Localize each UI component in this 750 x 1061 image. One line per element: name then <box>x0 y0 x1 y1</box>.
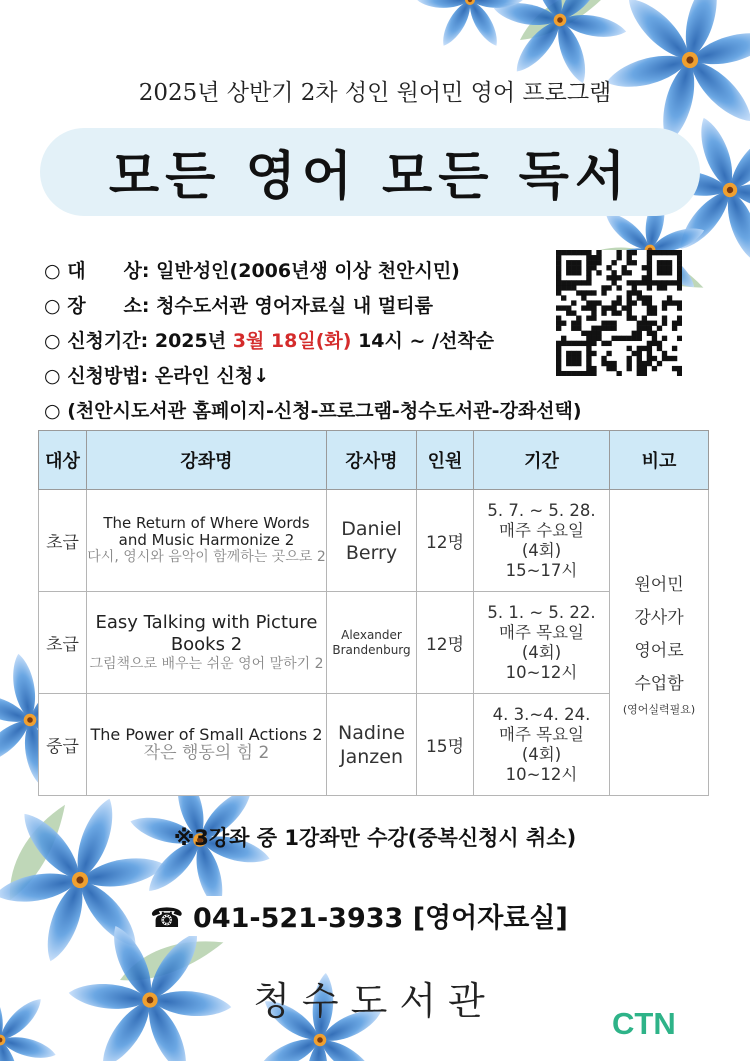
instructor-name: Daniel Berry <box>341 517 402 564</box>
info-method-label: ○ 신청방법: <box>44 365 149 387</box>
info-target-value: 일반성인(2006년생 이상 천안시민) <box>156 260 460 282</box>
ctn-logo: CTN <box>612 1006 676 1041</box>
row-level: 중급 <box>39 694 87 796</box>
info-target <box>44 256 460 283</box>
header-level: 대상 <box>39 431 87 490</box>
row-period <box>474 592 610 694</box>
course-title-en: The Power of Small Actions 2 <box>90 725 323 744</box>
row-course <box>87 490 327 592</box>
table-header-row <box>39 431 709 490</box>
info-period-date: 3월 18일(화) <box>232 330 352 352</box>
info-period-year: 2025년 <box>154 330 227 352</box>
row-course <box>87 694 327 796</box>
period-time: 15~17시 <box>505 560 578 580</box>
row-period <box>474 694 610 796</box>
header-course: 강좌명 <box>87 431 327 490</box>
period-day: 매주 목요일 <box>499 724 584 744</box>
row-count: 15명 <box>417 694 474 796</box>
course-title-en: The Return of Where Words and Music Harmonize 2 <box>103 514 310 549</box>
page-title: 모든 영어 모든 독서 <box>108 146 632 207</box>
note-line: 영어로 <box>634 640 684 661</box>
course-title-ko: 작은 행동의 힘 2 <box>143 743 270 763</box>
note-line: 원어민 <box>634 574 684 595</box>
table-row <box>39 592 709 694</box>
row-period <box>474 490 610 592</box>
info-place <box>44 291 433 318</box>
info-period-label: ○ 신청기간: <box>44 330 149 352</box>
header-note: 비고 <box>610 431 709 490</box>
period-day: 매주 수요일 <box>499 520 584 540</box>
period-time: 10~12시 <box>505 662 578 682</box>
info-method <box>44 361 269 388</box>
note-small: (영어실력필요) <box>622 702 696 716</box>
header-instructor: 강사명 <box>327 431 417 490</box>
program-subtitle: 2025년 상반기 2차 성인 원어민 영어 프로그램 <box>138 80 612 106</box>
course-title-ko: 그림책으로 배우는 쉬운 영어 말하기 2 <box>89 656 324 672</box>
row-instructor <box>327 490 417 592</box>
period-sessions: (4회) <box>521 744 562 764</box>
table-row <box>39 694 709 796</box>
row-instructor <box>327 694 417 796</box>
info-path: ○ (천안시도서관 홈페이지-신청-프로그램-청수도서관-강좌선택) <box>44 400 582 422</box>
period-sessions: (4회) <box>521 540 562 560</box>
row-count: 12명 <box>417 490 474 592</box>
period-sessions: (4회) <box>521 642 562 662</box>
header-count: 인원 <box>417 431 474 490</box>
row-level: 초급 <box>39 490 87 592</box>
period-time: 10~12시 <box>505 764 578 784</box>
phone-contact: ☎ 041-521-3933 [영어자료실] <box>150 903 568 934</box>
row-course <box>87 592 327 694</box>
instructor-name: Nadine Janzen <box>338 721 405 768</box>
course-title-en: Easy Talking with Picture Books 2 <box>95 612 318 655</box>
row-count: 12명 <box>417 592 474 694</box>
period-day: 매주 목요일 <box>499 622 584 642</box>
qr-code-icon[interactable] <box>556 250 682 376</box>
row-level: 초급 <box>39 592 87 694</box>
info-period <box>44 326 494 353</box>
info-target-label: ○ 대 상: <box>44 260 150 282</box>
period-dates: 4. 3.~4. 24. <box>492 704 591 724</box>
info-place-value: 청수도서관 영어자료실 내 멀티룸 <box>156 295 433 317</box>
course-table <box>38 430 709 796</box>
note-line: 수업함 <box>634 673 684 694</box>
note-line: 강사가 <box>634 607 684 628</box>
header-period: 기간 <box>474 431 610 490</box>
row-instructor <box>327 592 417 694</box>
instructor-name: Alexander Brandenburg <box>332 627 411 657</box>
info-period-rest: 14시 ~ /선착순 <box>358 330 495 352</box>
info-place-label: ○ 장 소: <box>44 295 150 317</box>
row-note <box>610 490 709 796</box>
course-title-ko: 다시, 영시와 음악이 함께하는 곳으로 2 <box>87 549 326 565</box>
notice-text: ※3강좌 중 1강좌만 수강(중복신청시 취소) <box>173 826 577 850</box>
period-dates: 5. 7. ~ 5. 28. <box>487 500 596 520</box>
period-dates: 5. 1. ~ 5. 22. <box>487 602 596 622</box>
table-row <box>39 490 709 592</box>
info-method-value: 온라인 신청↓ <box>154 365 270 387</box>
library-name: 청수도서관 <box>253 979 497 1023</box>
